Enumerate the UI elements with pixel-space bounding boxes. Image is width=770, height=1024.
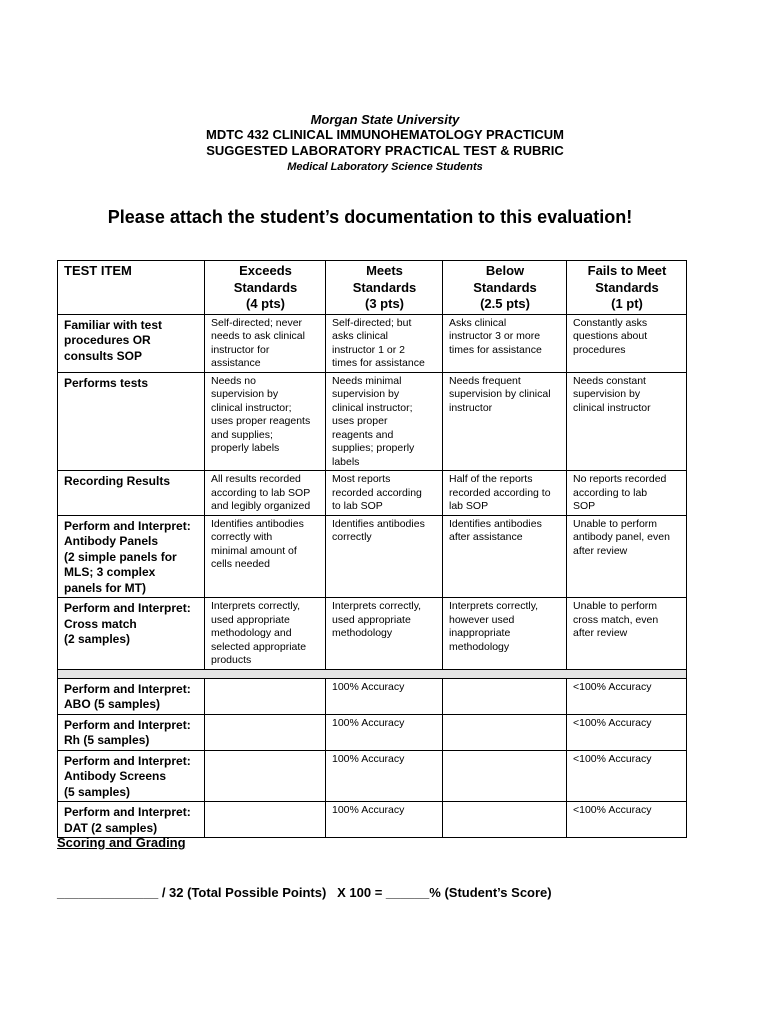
course-title: MDTC 432 CLINICAL IMMUNOHEMATOLOGY PRACTICUM <box>206 127 564 142</box>
rubric-table <box>57 260 687 838</box>
test-item-cell: Performs tests <box>58 372 205 471</box>
column-header-fails: Fails to Meet Standards (1 pt) <box>567 261 687 315</box>
below-cell <box>443 750 567 802</box>
score-formula: ______________ / 32 (Total Possible Points) X 100 = ______% (Student’s Score) <box>57 885 552 900</box>
below-cell <box>443 802 567 838</box>
rubric-row-antibody-screens <box>58 750 687 802</box>
column-header-exceeds: Exceeds Standards (4 pts) <box>205 261 326 315</box>
exceeds-cell <box>205 678 326 714</box>
fails-cell: Needs constant supervision by clinical instructor <box>567 372 687 471</box>
document-subtitle: Medical Laboratory Science Students <box>287 161 483 173</box>
university-name: Morgan State University <box>310 112 460 127</box>
fails-cell: <100% Accuracy <box>567 714 687 750</box>
column-header-below: Below Standards (2.5 pts) <box>443 261 567 315</box>
rubric-row-performs-tests <box>58 372 687 471</box>
meets-cell: Needs minimal supervision by clinical instructor; uses proper reagents and supplies; properly labels <box>326 372 443 471</box>
rubric-header-row <box>58 261 687 315</box>
rubric-row-dat <box>58 802 687 838</box>
test-item-cell: Perform and Interpret: Cross match (2 samples) <box>58 598 205 670</box>
exceeds-cell: Identifies antibodies correctly with minimal amount of cells needed <box>205 515 326 598</box>
exceeds-cell <box>205 714 326 750</box>
meets-cell: Interprets correctly, used appropriate methodology <box>326 598 443 670</box>
table-separator-row <box>58 669 687 678</box>
meets-cell: Self-directed; but asks clinical instructor 1 or 2 times for assistance <box>326 314 443 372</box>
fails-cell: <100% Accuracy <box>567 802 687 838</box>
scoring-heading: Scoring and Grading <box>57 835 186 850</box>
exceeds-cell: Needs no supervision by clinical instructor; uses proper reagents and supplies; properly labels <box>205 372 326 471</box>
rubric-row-abo <box>58 678 687 714</box>
exceeds-cell: Interprets correctly, used appropriate methodology and selected appropriate products <box>205 598 326 670</box>
rubric-row-antibody-panels <box>58 515 687 598</box>
meets-cell: 100% Accuracy <box>326 714 443 750</box>
test-item-cell: Perform and Interpret: Antibody Panels (2 simple panels for MLS; 3 complex panels for MT) <box>58 515 205 598</box>
below-cell: Identifies antibodies after assistance <box>443 515 567 598</box>
fails-cell: Unable to perform cross match, even after review <box>567 598 687 670</box>
meets-cell: 100% Accuracy <box>326 678 443 714</box>
exceeds-cell <box>205 750 326 802</box>
rubric-row-familiar <box>58 314 687 372</box>
fails-cell: Constantly asks questions about procedures <box>567 314 687 372</box>
fails-cell: <100% Accuracy <box>567 678 687 714</box>
below-cell: Interprets correctly, however used inappropriate methodology <box>443 598 567 670</box>
exceeds-cell: Self-directed; never needs to ask clinical instructor for assistance <box>205 314 326 372</box>
meets-cell: 100% Accuracy <box>326 750 443 802</box>
document-title: SUGGESTED LABORATORY PRACTICAL TEST & RUBRIC <box>206 143 564 158</box>
fails-cell: No reports recorded according to lab SOP <box>567 471 687 516</box>
fails-cell: <100% Accuracy <box>567 750 687 802</box>
exceeds-cell <box>205 802 326 838</box>
rubric-row-cross-match <box>58 598 687 670</box>
exceeds-cell: All results recorded according to lab SOP and legibly organized <box>205 471 326 516</box>
test-item-cell: Perform and Interpret: ABO (5 samples) <box>58 678 205 714</box>
test-item-cell: Perform and Interpret: Rh (5 samples) <box>58 714 205 750</box>
below-cell: Asks clinical instructor 3 or more times for assistance <box>443 314 567 372</box>
below-cell <box>443 678 567 714</box>
below-cell: Half of the reports recorded according to lab SOP <box>443 471 567 516</box>
meets-cell: Identifies antibodies correctly <box>326 515 443 598</box>
test-item-cell: Familiar with test procedures OR consults SOP <box>58 314 205 372</box>
meets-cell: Most reports recorded according to lab SOP <box>326 471 443 516</box>
test-item-cell: Recording Results <box>58 471 205 516</box>
fails-cell: Unable to perform antibody panel, even after review <box>567 515 687 598</box>
separator-cell <box>58 669 687 678</box>
test-item-cell: Perform and Interpret: DAT (2 samples) <box>58 802 205 838</box>
column-header-meets: Meets Standards (3 pts) <box>326 261 443 315</box>
attach-instruction: Please attach the student’s documentation to this evaluation! <box>107 207 633 227</box>
test-item-cell: Perform and Interpret: Antibody Screens (5 samples) <box>58 750 205 802</box>
rubric-row-recording-results <box>58 471 687 516</box>
rubric-row-rh <box>58 714 687 750</box>
below-cell <box>443 714 567 750</box>
meets-cell: 100% Accuracy <box>326 802 443 838</box>
column-header-test-item: TEST ITEM <box>58 261 205 315</box>
below-cell: Needs frequent supervision by clinical instructor <box>443 372 567 471</box>
